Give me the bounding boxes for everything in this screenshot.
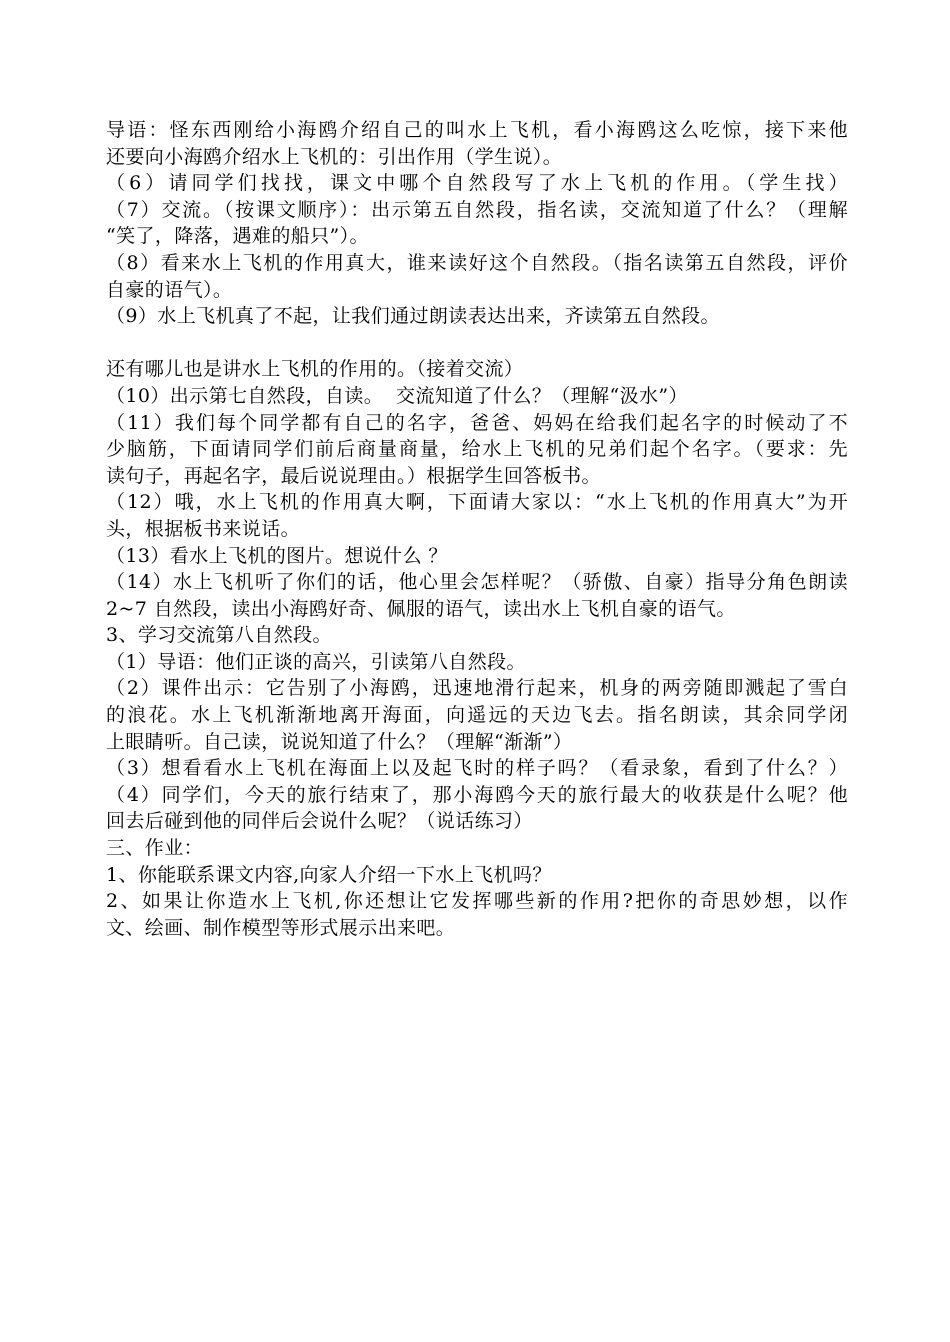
text-line: 三、作业： <box>106 837 204 860</box>
text-line: 3、学习交流第八自然段。 <box>106 624 332 647</box>
text-line: 头，根据板书来说话。 <box>106 517 301 540</box>
text-line: （7）交流。（按课文顺序）：出示第五自然段，指名读，交流知道了什么？（理解 <box>106 198 848 221</box>
text-line: 文、绘画、制作模型等形式展示出来吧。 <box>106 916 456 939</box>
text-line: 还有哪儿也是讲水上飞机的作用的。（接着交流） <box>106 358 524 381</box>
text-line: 2、如果让你造水上飞机,你还想让它发挥哪些新的作用?把你的奇思妙想，以作 <box>106 890 848 913</box>
text-line: 自豪的语气）。 <box>106 278 233 301</box>
text-line: （12）哦，水上飞机的作用真大啊，下面请大家以：“水上飞机的作用真大”为开 <box>106 491 848 514</box>
blank-line <box>106 330 848 357</box>
text-line: （9）水上飞机真了不起，让我们通过朗读表达出来，齐读第五自然段。 <box>106 305 720 328</box>
text-line: 的浪花。水上飞机渐渐地离开海面，向遥远的天边飞去。指名朗读，其余同学闭 <box>106 704 848 727</box>
text-line: 还要向小海鸥介绍水上飞机的：引出作用（学生说）。 <box>106 145 563 168</box>
text-line: 1、你能联系课文内容,向家人介绍一下水上飞机吗？ <box>106 863 552 886</box>
text-line: （14）水上飞机听了你们的话，他心里会怎样呢？（骄傲、自豪）指导分角色朗读 <box>106 571 848 594</box>
text-line: （3）想看看水上飞机在海面上以及起飞时的样子吗？（看录象，看到了什么？） <box>106 757 848 780</box>
text-line: 回去后碰到他的同伴后会说什么呢？（说话练习） <box>106 810 533 833</box>
text-line: （11）我们每个同学都有自己的名字，爸爸、妈妈在给我们起名字的时候动了不 <box>106 411 848 434</box>
text-line: （4）同学们，今天的旅行结束了，那小海鸥今天的旅行最大的收获是什么呢？他 <box>106 783 848 806</box>
text-line: “笑了，降落，遇难的船只”）。 <box>106 225 369 248</box>
text-line: （2）课件出示：它告别了小海鸥，迅速地滑行起来，机身的两旁随即溅起了雪白 <box>106 677 848 700</box>
text-line: 上眼睛听。自己读，说说知道了什么？（理解“渐渐”） <box>106 730 573 753</box>
text-line: （1）导语：他们正谈的高兴，引读第八自然段。 <box>106 650 526 673</box>
text-line: （10）出示第七自然段，自读。 交流知道了什么？（理解“汲水”） <box>106 384 688 407</box>
text-line: 2~7 自然段，读出小海鸥好奇、佩服的语气，读出水上飞机自豪的语气。 <box>106 597 736 620</box>
text-line: （13）看水上飞机的图片。想说什么 ？ <box>106 544 448 567</box>
text-line: 少脑筋，下面请同学们前后商量商量，给水上飞机的兄弟们起个名字。（要求：先 <box>106 438 848 461</box>
text-line: （6）请同学们找找，课文中哪个自然段写了水上飞机的作用。（学生找） <box>106 172 848 195</box>
document-body <box>106 117 848 941</box>
text-line: 读句子，再起名字，最后说说理由。）根据学生回答板书。 <box>106 464 601 487</box>
text-line: （8）看来水上飞机的作用真大，谁来读好这个自然段。（指名读第五自然段，评价 <box>106 251 848 274</box>
text-line: 导语：怪东西刚给小海鸥介绍自己的叫水上飞机，看小海鸥这么吃惊，接下来他 <box>106 119 848 141</box>
